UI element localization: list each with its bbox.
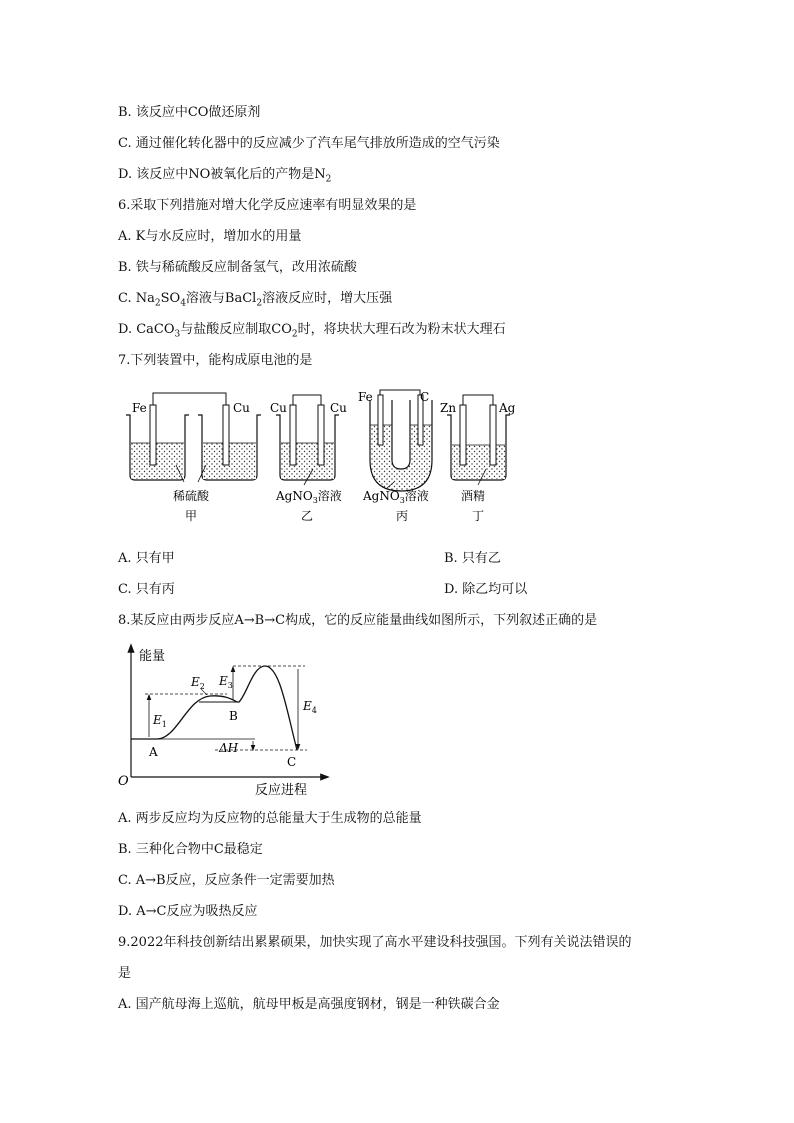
point-a-label: A <box>149 745 158 759</box>
q6-option-a: A. K与水反应时，增加水的用量 <box>118 229 302 244</box>
cell-bing <box>358 390 432 523</box>
cell-ding <box>440 395 516 523</box>
q9-stem-line1: 9.2022年科技创新结出累累硕果，加快实现了高水平建设科技强国。下列有关说法错误的 <box>118 935 632 950</box>
bing-solution-label: AgNO$_3$溶液 <box>363 489 429 505</box>
jia-right-electrode: Cu <box>233 401 250 415</box>
q9-stem-line2: 是 <box>118 966 132 981</box>
yi-name: 乙 <box>301 509 314 523</box>
q6-option-c: C. $Na_2SO_4$溶液与BaCl$_2$溶液反应时，增大压强 <box>118 291 393 309</box>
bing-left-electrode: Fe <box>358 390 373 404</box>
q8-option-c: C. A→B反应，反应条件一定需要加热 <box>118 873 335 888</box>
e2-label: $E_2$ <box>191 675 205 691</box>
q8-option-a: A. 两步反应均为反应物的总能量大于生成物的总能量 <box>118 811 422 826</box>
e3-label: $E_3$ <box>219 674 233 690</box>
point-b-label: B <box>229 709 238 723</box>
energy-curve <box>131 666 297 750</box>
q7-option-d: D. 除乙均可以 <box>444 582 528 597</box>
q6-option-b: B. 铁与稀硫酸反应制备氢气，改用浓硫酸 <box>118 260 357 275</box>
bing-right-electrode: C <box>420 390 430 404</box>
delta-h-label: ΔH <box>219 741 239 755</box>
bing-name: 丙 <box>396 509 409 523</box>
cell-yi <box>270 395 347 523</box>
y-axis-label: 能量 <box>139 649 166 664</box>
e1-label: $E_1$ <box>153 713 167 729</box>
x-axis-label: 反应进程 <box>255 783 308 798</box>
q5-option-d: D. 该反应中NO被氧化后的产物是$N_2$ <box>118 167 332 185</box>
jia-solution-label: 稀硫酸 <box>173 489 210 503</box>
yi-right-electrode: Cu <box>330 401 347 415</box>
yi-left-electrode: Cu <box>270 401 287 415</box>
origin-label: O <box>118 774 129 789</box>
ding-name: 丁 <box>472 509 485 523</box>
q8-stem: 8.某反应由两步反应A→B→C构成，它的反应能量曲线如图所示，下列叙述正确的是 <box>118 613 598 628</box>
q5-option-b: B. 该反应中CO做还原剂 <box>118 105 261 120</box>
q5-option-c: C. 通过催化转化器中的反应减少了汽车尾气排放所造成的空气污染 <box>118 136 500 151</box>
yi-solution-label: AgNO$_3$溶液 <box>276 489 342 505</box>
q7-option-c: C. 只有丙 <box>118 582 175 597</box>
cell-jia <box>126 393 261 523</box>
q6-stem: 6.采取下列措施对增大化学反应速率有明显效果的是 <box>118 198 417 213</box>
galvanic-cells-figure <box>118 385 538 530</box>
q8-option-d: D. A→C反应为吸热反应 <box>118 904 258 919</box>
point-c-label: C <box>287 755 297 769</box>
q8-option-b: B. 三种化合物中C最稳定 <box>118 842 263 857</box>
jia-name: 甲 <box>185 509 198 523</box>
q9-option-a: A. 国产航母海上巡航，航母甲板是高强度钢材，钢是一种铁碳合金 <box>118 997 500 1012</box>
q7-option-a: A. 只有甲 <box>118 551 175 566</box>
q6-option-d: D. CaCO$_3$与盐酸反应制取$CO_2$时，将块状大理石改为粉末状大理石 <box>118 322 506 340</box>
q7-option-b: B. 只有乙 <box>444 551 501 566</box>
e4-label: $E_4$ <box>303 699 317 715</box>
q7-stem: 7.下列装置中，能构成原电池的是 <box>118 353 313 368</box>
energy-diagram <box>115 642 345 802</box>
ding-right-electrode: Ag <box>499 401 516 415</box>
ding-solution-label: 酒精 <box>461 489 486 503</box>
ding-left-electrode: Zn <box>440 401 457 415</box>
jia-left-electrode: Fe <box>132 401 147 415</box>
